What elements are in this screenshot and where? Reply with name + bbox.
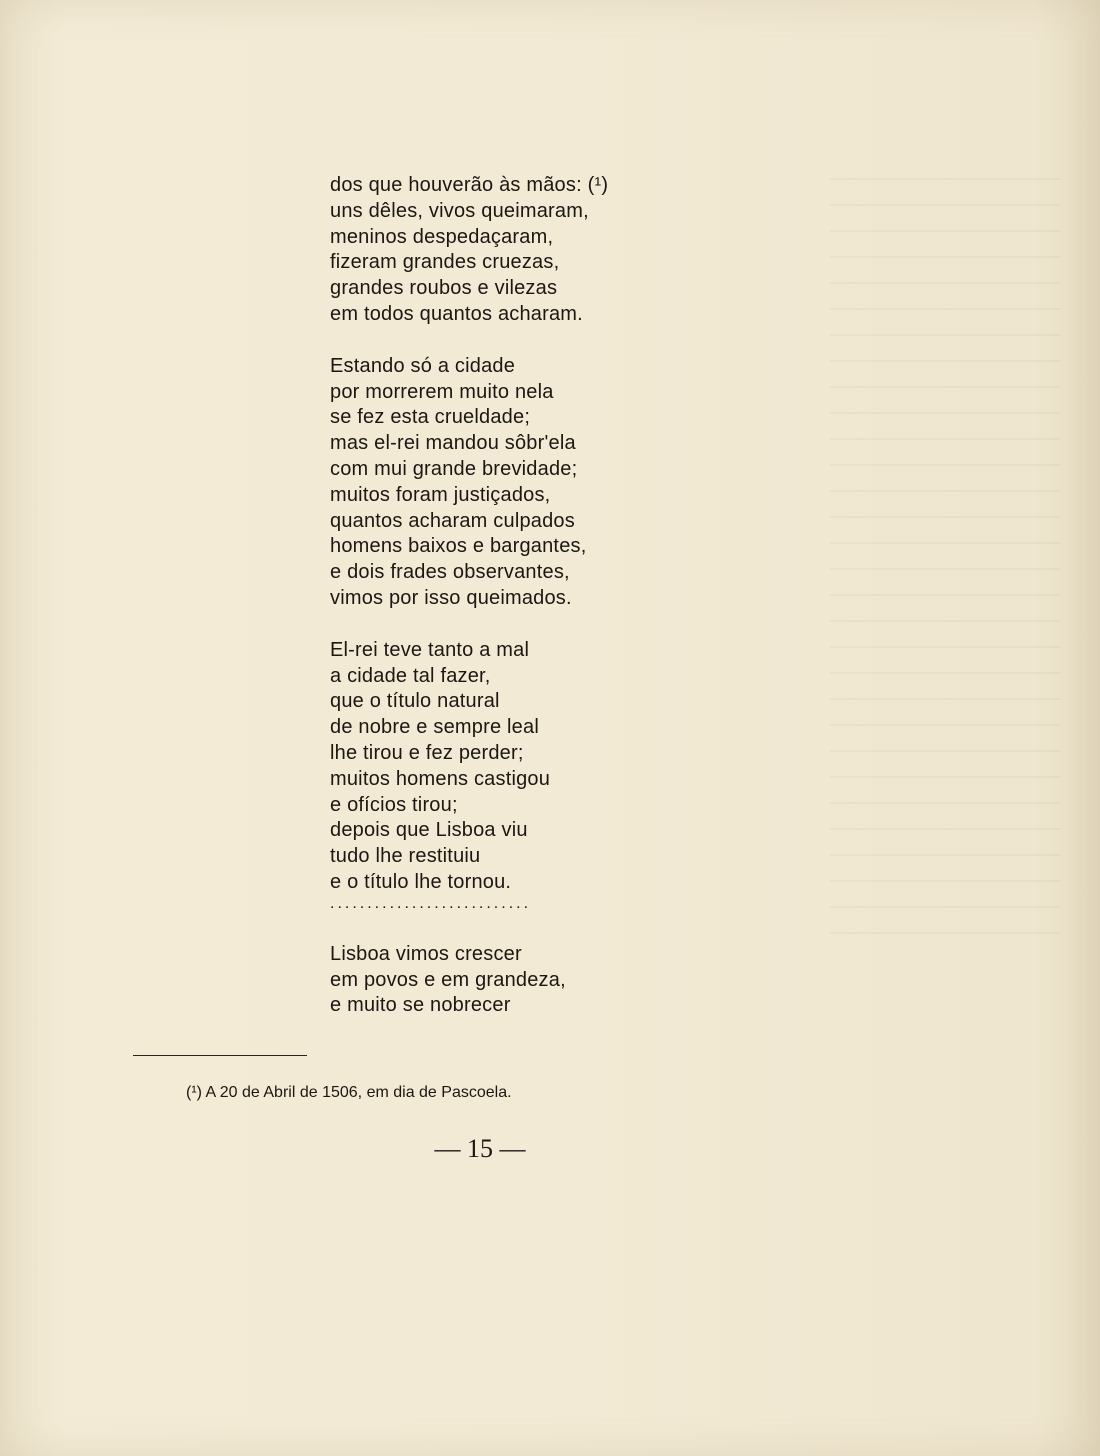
stanza-1 (330, 173, 670, 328)
footnote-marker: (¹) (186, 1084, 202, 1101)
poem-line: lhe tirou e fez perder; (330, 741, 524, 764)
poem-line: muitos homens castigou (330, 767, 551, 790)
poem-line: e ofícios tirou; (330, 793, 458, 816)
poem-line: quantos acharam culpados (330, 509, 575, 532)
poem-line: a cidade tal fazer, (330, 664, 491, 687)
poem-line: El-rei teve tanto a mal (330, 638, 530, 661)
poem-line: grandes roubos e vilezas (330, 277, 558, 300)
poem-line: em todos quantos acharam. (330, 302, 583, 325)
poem-line: fizeram grandes cruezas, (330, 251, 560, 274)
poem-line: de nobre e sempre leal (330, 716, 539, 739)
poem-line: com mui grande brevidade; (330, 457, 578, 480)
poem-line: Estando só a cidade (330, 354, 516, 377)
footnote (186, 1084, 512, 1102)
poem-line: mas el-rei mandou sôbr'ela (330, 432, 576, 455)
poem-line: e o título lhe tornou. (330, 870, 512, 893)
show-through-texture (830, 160, 1060, 940)
poem-line: Lisboa vimos crescer (330, 942, 522, 965)
footnote-text: A 20 de Abril de 1506, em dia de Pascoela. (205, 1084, 512, 1101)
poem-line: dos que houverão às mãos: (¹) (330, 174, 609, 196)
poem-line: tudo lhe restituiu (330, 845, 481, 868)
ellipsis-divider: ........................... (330, 894, 532, 912)
poem-line: por morrerem muito nela (330, 380, 554, 403)
poem-line: e dois frades observantes, (330, 561, 570, 584)
stanza-3 (330, 638, 670, 896)
poem-line: vimos por isso queimados. (330, 586, 572, 609)
poem-line: homens baixos e bargantes, (330, 535, 587, 558)
poem-line: uns dêles, vivos queimaram, (330, 199, 589, 222)
stanza-2 (330, 354, 670, 612)
poem-line: que o título natural (330, 690, 500, 713)
page-number: — 15 — (434, 1134, 526, 1163)
poem-text (330, 173, 670, 1019)
footnote-rule (133, 1055, 307, 1056)
poem-line: meninos despedaçaram, (330, 225, 554, 248)
poem-line: depois que Lisboa viu (330, 819, 528, 842)
stanza-4 (330, 942, 670, 1019)
footnote-reference: (¹) (587, 174, 609, 196)
poem-line: e muito se nobrecer (330, 994, 511, 1017)
poem-line: em povos e em grandeza, (330, 968, 566, 991)
poem-line: muitos foram justiçados, (330, 483, 551, 506)
poem-line: se fez esta crueldade; (330, 406, 531, 429)
